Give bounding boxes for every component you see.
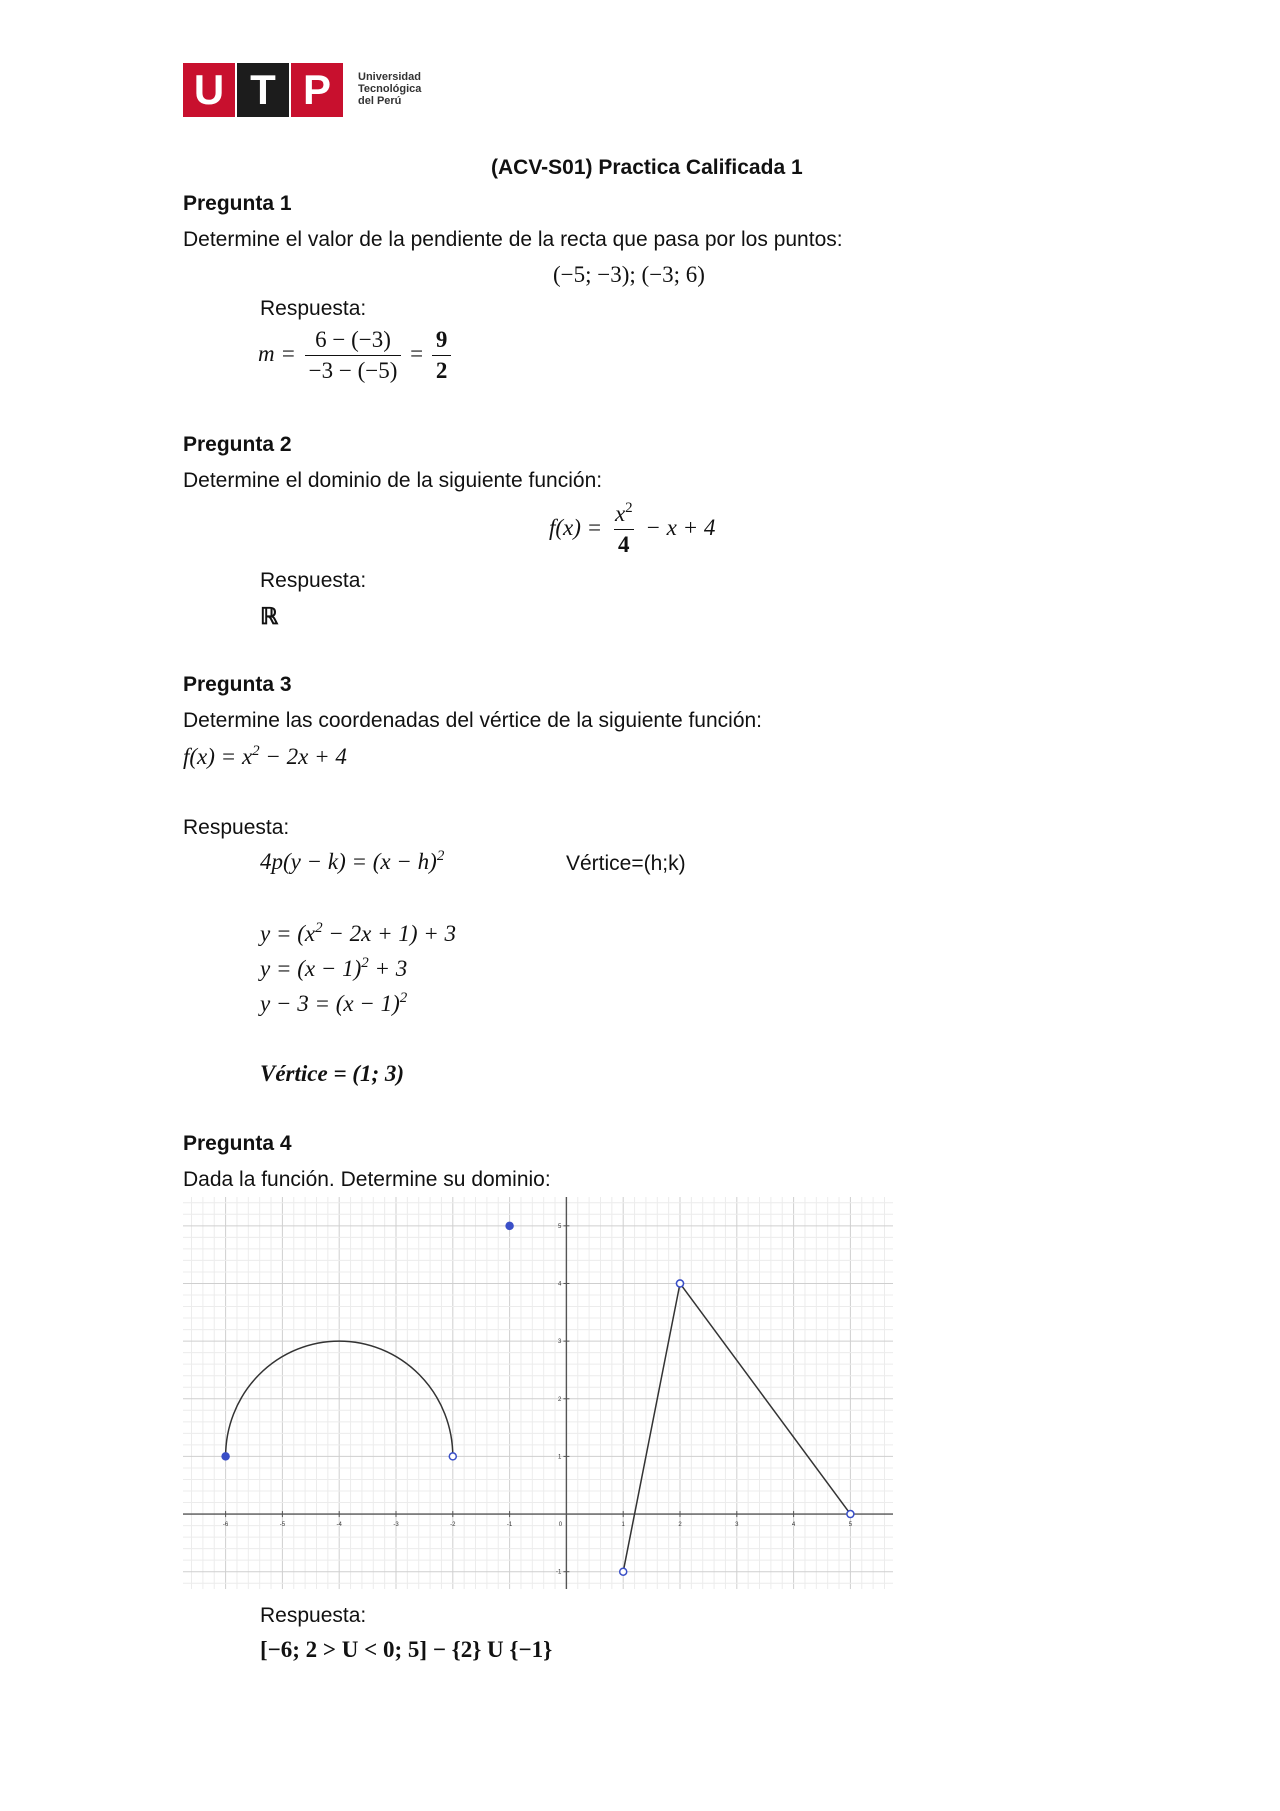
x-tick-label: 5 bbox=[848, 1522, 853, 1529]
x-tick-label: 4 bbox=[791, 1522, 796, 1529]
y-tick-label: 5 bbox=[558, 1223, 562, 1230]
q4-answer: [−6; 2 > U < 0; 5] − {2} U {−1} bbox=[260, 1637, 553, 1662]
q2-rest: − x + 4 bbox=[645, 514, 716, 540]
q3-step-1: $y = (x^2 - 2x + 1) + 3$ bbox=[260, 920, 457, 946]
logo-line-2: Tecnológica bbox=[358, 83, 422, 95]
q3-result: Vértice = (1; 3) bbox=[260, 1061, 405, 1086]
y-tick-label: 1 bbox=[558, 1454, 562, 1461]
q2-heading: Pregunta 2 bbox=[183, 433, 292, 456]
q1-result-den: 2 bbox=[432, 355, 452, 385]
q3-answer-label: Respuesta: bbox=[183, 816, 290, 839]
q1-result-num: 9 bbox=[435, 327, 448, 352]
q2-prompt: Determine el dominio de la siguiente función: bbox=[183, 469, 603, 492]
q2-den: 4 bbox=[614, 529, 634, 559]
q1-numerator: 6 − (−3) bbox=[315, 327, 391, 352]
q2-fraction bbox=[611, 500, 637, 559]
q1-result bbox=[432, 326, 452, 385]
q1-lhs: m = bbox=[258, 340, 296, 366]
q1-denominator: −3 − (−5) bbox=[305, 355, 402, 385]
function-graph bbox=[183, 1197, 893, 1589]
q4-answer-label: Respuesta: bbox=[260, 1604, 367, 1627]
logo-line-1: Universidad bbox=[358, 71, 421, 83]
q3-vertex-formula: $4p(y - k) = (x - h)^2$ bbox=[260, 848, 445, 874]
isolated-point bbox=[506, 1222, 513, 1229]
q2-fx: f(x) = bbox=[549, 514, 603, 540]
y-tick-label: 3 bbox=[558, 1339, 562, 1346]
x-tick-label: -2 bbox=[450, 1522, 456, 1529]
q1-fraction bbox=[305, 326, 402, 385]
q4-heading: Pregunta 4 bbox=[183, 1132, 292, 1155]
q3-function: $f(x) = x^2 - 2x + 4$ bbox=[183, 743, 347, 769]
q2-num: x bbox=[614, 501, 626, 526]
segment-1-line bbox=[623, 1283, 680, 1571]
x-tick-label: -4 bbox=[336, 1522, 342, 1529]
q2-answer: ℝ bbox=[260, 604, 279, 629]
logo-letter-t: T bbox=[237, 63, 289, 117]
segment-2-end-point bbox=[847, 1511, 854, 1518]
q1-points: (−5; −3); (−3; 6) bbox=[553, 262, 705, 287]
document-title: (ACV-S01) Practica Calificada 1 bbox=[491, 156, 803, 179]
q2-num-exp: 2 bbox=[625, 500, 633, 516]
logo-text bbox=[358, 71, 421, 107]
q3-prompt: Determine las coordenadas del vértice de la siguiente función: bbox=[183, 709, 763, 732]
x-tick-label: -1 bbox=[506, 1522, 513, 1529]
x-tick-label: -3 bbox=[393, 1522, 399, 1529]
segment-2-start-point bbox=[677, 1280, 684, 1287]
semicircle-end-point bbox=[449, 1453, 456, 1460]
y-tick-label: 2 bbox=[558, 1396, 562, 1403]
x-tick-label: 3 bbox=[735, 1522, 739, 1529]
logo-line-3: del Perú bbox=[358, 95, 402, 107]
q3-step-2: $y = (x - 1)^2 + 3$ bbox=[260, 955, 408, 981]
q1-eq: = bbox=[410, 340, 424, 366]
x-tick-label: -6 bbox=[222, 1522, 229, 1529]
x-tick-label: 2 bbox=[678, 1522, 682, 1529]
x-tick-label: 1 bbox=[621, 1522, 625, 1529]
logo-letter-u: U bbox=[183, 63, 235, 117]
q1-slope-equation bbox=[258, 326, 454, 385]
y-tick-label: -1 bbox=[556, 1569, 562, 1576]
q3-step-3: $y - 3 = (x - 1)^2$ bbox=[260, 990, 408, 1016]
q2-answer-label: Respuesta: bbox=[260, 569, 367, 592]
x-tick-label: -5 bbox=[279, 1522, 286, 1529]
q1-answer-label: Respuesta: bbox=[260, 297, 367, 320]
y-tick-label: 4 bbox=[558, 1281, 562, 1288]
q3-vertex-note: Vértice=(h;k) bbox=[566, 852, 686, 875]
q4-prompt: Dada la función. Determine su dominio: bbox=[183, 1168, 551, 1191]
segment-1-start-point bbox=[620, 1568, 627, 1575]
q1-heading: Pregunta 1 bbox=[183, 192, 292, 215]
x-tick-label: 0 bbox=[558, 1522, 563, 1529]
logo-letter-p: P bbox=[291, 63, 343, 117]
q1-prompt: Determine el valor de la pendiente de la recta que pasa por los puntos: bbox=[183, 228, 843, 251]
q2-function bbox=[549, 500, 715, 559]
semicircle-start-point bbox=[222, 1453, 229, 1460]
q3-heading: Pregunta 3 bbox=[183, 673, 292, 696]
